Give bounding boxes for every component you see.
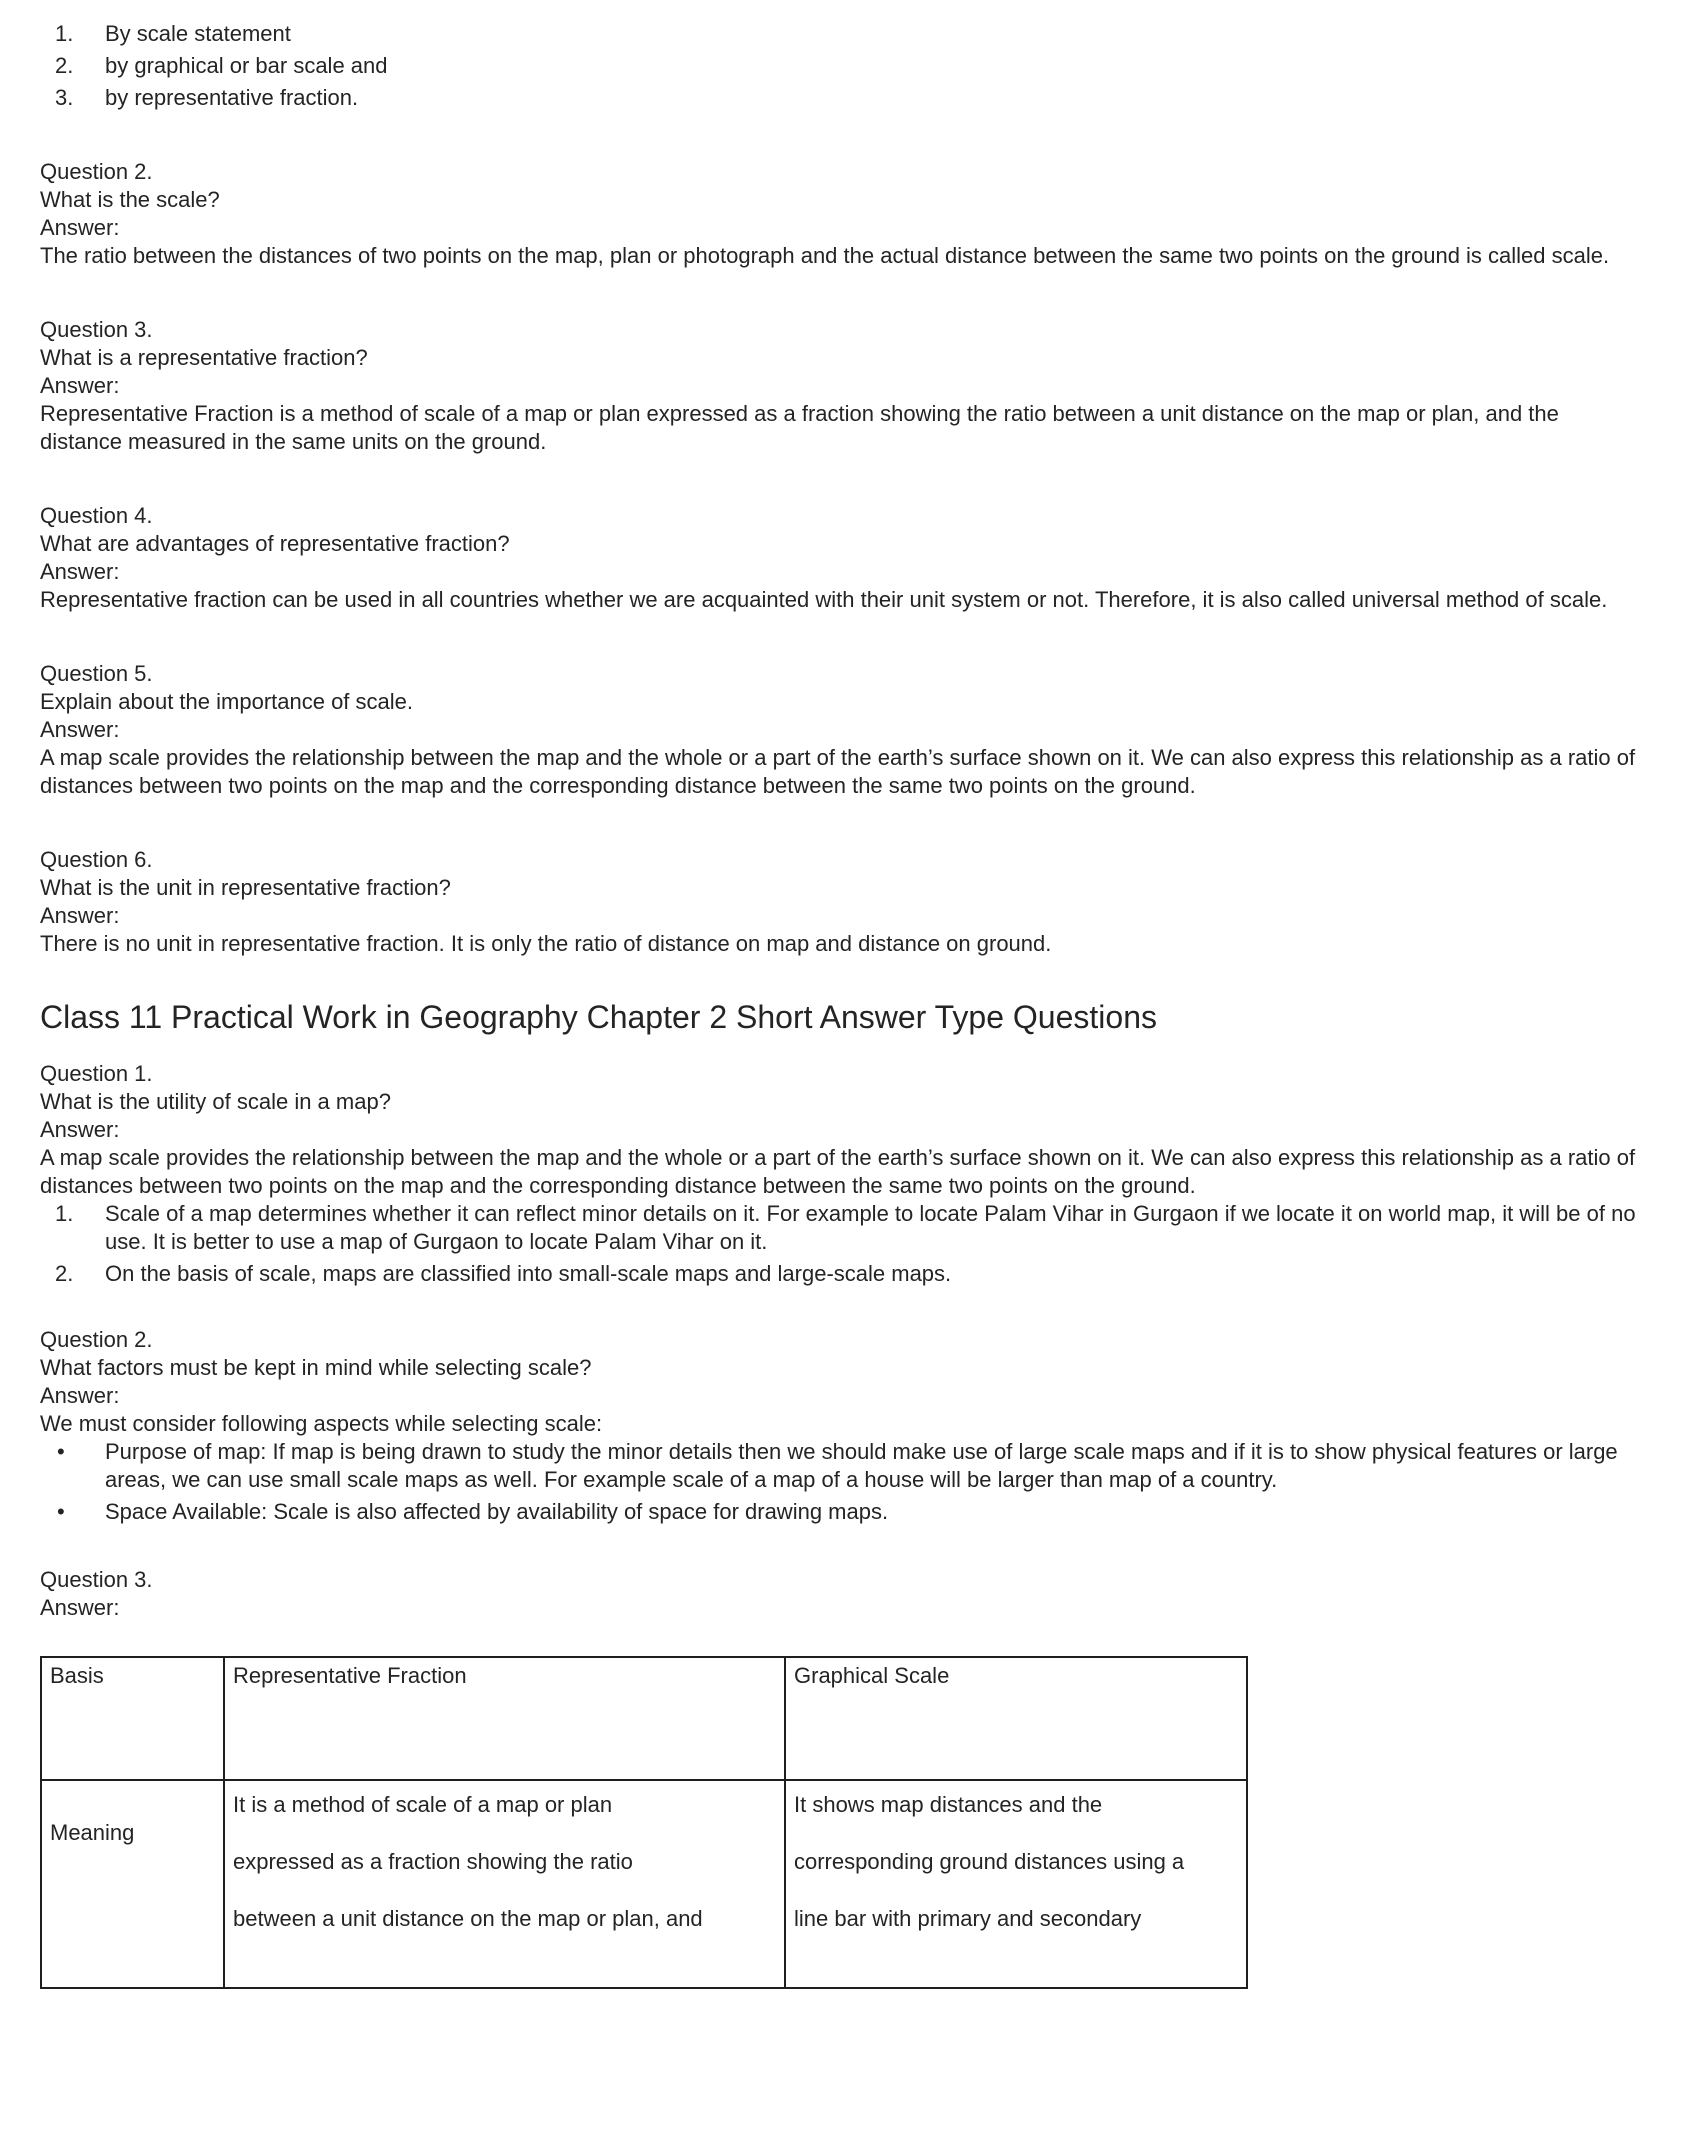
list-item-text: On the basis of scale, maps are classified into small-scale maps and large-scale maps.: [105, 1261, 952, 1286]
list-item: [40, 52, 1640, 80]
answer-label: Answer:: [40, 373, 120, 398]
table-header-representative-fraction: Representative Fraction: [224, 1657, 785, 1780]
list-item: [40, 20, 1640, 48]
qa-block-long-q6: [40, 846, 1640, 958]
question-label: Question 5.: [40, 661, 153, 686]
bullet-icon: •: [57, 1439, 65, 1464]
question-text: What factors must be kept in mind while selecting scale?: [40, 1355, 592, 1380]
table-header-basis: Basis: [41, 1657, 224, 1780]
list-number: 1.: [55, 1201, 74, 1226]
answer-text: The ratio between the distances of two points on the map, plan or photograph and the actual distance between the same two points on the ground is called scale.: [40, 243, 1610, 268]
list-item: [40, 1200, 1640, 1256]
list-item-text: Scale of a map determines whether it can reflect minor details on it. For example to locate Palam Vihar in Gurgaon if we locate it on world map, it will be of no use. It is better to use a map of Gurgaon to locate Palam Vihar on it.: [105, 1201, 1636, 1254]
scale-methods-list: [40, 20, 1640, 112]
answer-label: Answer:: [40, 903, 120, 928]
cell-text-line: line bar with primary and secondary: [794, 1906, 1142, 1931]
qa-block-short-q1: [40, 1060, 1640, 1200]
answer-label: Answer:: [40, 215, 120, 240]
list-number: 2.: [55, 53, 74, 78]
answer-text: Representative fraction can be used in all countries whether we are acquainted with their unit system or not. Therefore, it is also called universal method of scale.: [40, 587, 1608, 612]
bullet-item: [40, 1498, 1640, 1526]
question-label: Question 1.: [40, 1061, 153, 1086]
list-item-text: by representative fraction.: [105, 85, 359, 110]
question-text: What are advantages of representative fraction?: [40, 531, 510, 556]
answer-label: Answer:: [40, 559, 120, 584]
bullet-item-text: Purpose of map: If map is being drawn to study the minor details then we should make use of large scale maps and if it is to show physical features or large areas, we can use small scale maps as well. For example scale of a map of a house will be larger than map of a country.: [105, 1439, 1618, 1492]
table-row-meaning: [41, 1780, 1247, 1988]
list-item-text: By scale statement: [105, 21, 291, 46]
answer-label: Answer:: [40, 1117, 120, 1142]
question-label: Question 3.: [40, 317, 153, 342]
answer-text: There is no unit in representative fraction. It is only the ratio of distance on map and distance on ground.: [40, 931, 1052, 956]
list-item: [40, 84, 1640, 112]
question-label: Question 4.: [40, 503, 153, 528]
question-label: Question 2.: [40, 159, 153, 184]
qa-block-long-q3: [40, 316, 1640, 456]
map-scale-points-list: [40, 1200, 1640, 1288]
answer-text: Representative Fraction is a method of scale of a map or plan expressed as a fraction showing the ratio between a unit distance on the map or plan, and the distance measured in the same units on the ground.: [40, 401, 1559, 454]
qa-block-short-q3: [40, 1566, 1640, 1622]
cell-basis-meaning: Meaning: [41, 1780, 224, 1988]
comparison-table: [40, 1656, 1248, 1989]
answer-label: Answer:: [40, 1595, 120, 1620]
cell-graphical-scale-meaning: [785, 1780, 1247, 1988]
bullet-icon: •: [57, 1499, 65, 1524]
list-item-text: by graphical or bar scale and: [105, 53, 388, 78]
section-heading: Class 11 Practical Work in Geography Chapter 2 Short Answer Type Questions: [40, 999, 1157, 1035]
qa-block-long-q5: [40, 660, 1640, 800]
answer-text: A map scale provides the relationship between the map and the whole or a part of the earth’s surface shown on it. We can also express this relationship as a ratio of distances between two points on the map and the corresponding distance between the same two points on the ground.: [40, 1145, 1636, 1198]
list-number: 2.: [55, 1261, 74, 1286]
question-label: Question 6.: [40, 847, 153, 872]
question-label: Question 3.: [40, 1567, 153, 1592]
answer-label: Answer:: [40, 1383, 120, 1408]
question-text: Explain about the importance of scale.: [40, 689, 414, 714]
table-header-graphical-scale: Graphical Scale: [785, 1657, 1247, 1780]
answer-text: We must consider following aspects while selecting scale:: [40, 1411, 603, 1436]
question-text: What is the scale?: [40, 187, 220, 212]
qa-block-long-q2: [40, 158, 1640, 270]
question-text: What is the unit in representative fraction?: [40, 875, 451, 900]
bullet-item-text: Space Available: Scale is also affected by availability of space for drawing maps.: [105, 1499, 889, 1524]
cell-text-line: corresponding ground distances using a: [794, 1849, 1185, 1874]
cell-text-line: It shows map distances and the: [794, 1792, 1103, 1817]
table-header-row: [41, 1657, 1247, 1780]
qa-block-short-q2: [40, 1326, 1640, 1438]
cell-representative-fraction-meaning: [224, 1780, 785, 1988]
answer-label: Answer:: [40, 717, 120, 742]
answer-text: A map scale provides the relationship between the map and the whole or a part of the earth’s surface shown on it. We can also express this relationship as a ratio of distances between two points on the map and the corresponding distance between the same two points on the ground.: [40, 745, 1636, 798]
question-text: What is a representative fraction?: [40, 345, 368, 370]
qa-block-long-q4: [40, 502, 1640, 614]
list-number: 3.: [55, 85, 74, 110]
cell-text-line: expressed as a fraction showing the ratio: [233, 1849, 633, 1874]
question-label: Question 2.: [40, 1327, 153, 1352]
cell-text-line: It is a method of scale of a map or plan: [233, 1792, 613, 1817]
cell-text-line: between a unit distance on the map or plan, and: [233, 1906, 703, 1931]
list-number: 1.: [55, 21, 74, 46]
question-text: What is the utility of scale in a map?: [40, 1089, 391, 1114]
list-item: [40, 1260, 1640, 1288]
scale-factors-bullet-list: [40, 1438, 1640, 1526]
bullet-item: [40, 1438, 1640, 1494]
